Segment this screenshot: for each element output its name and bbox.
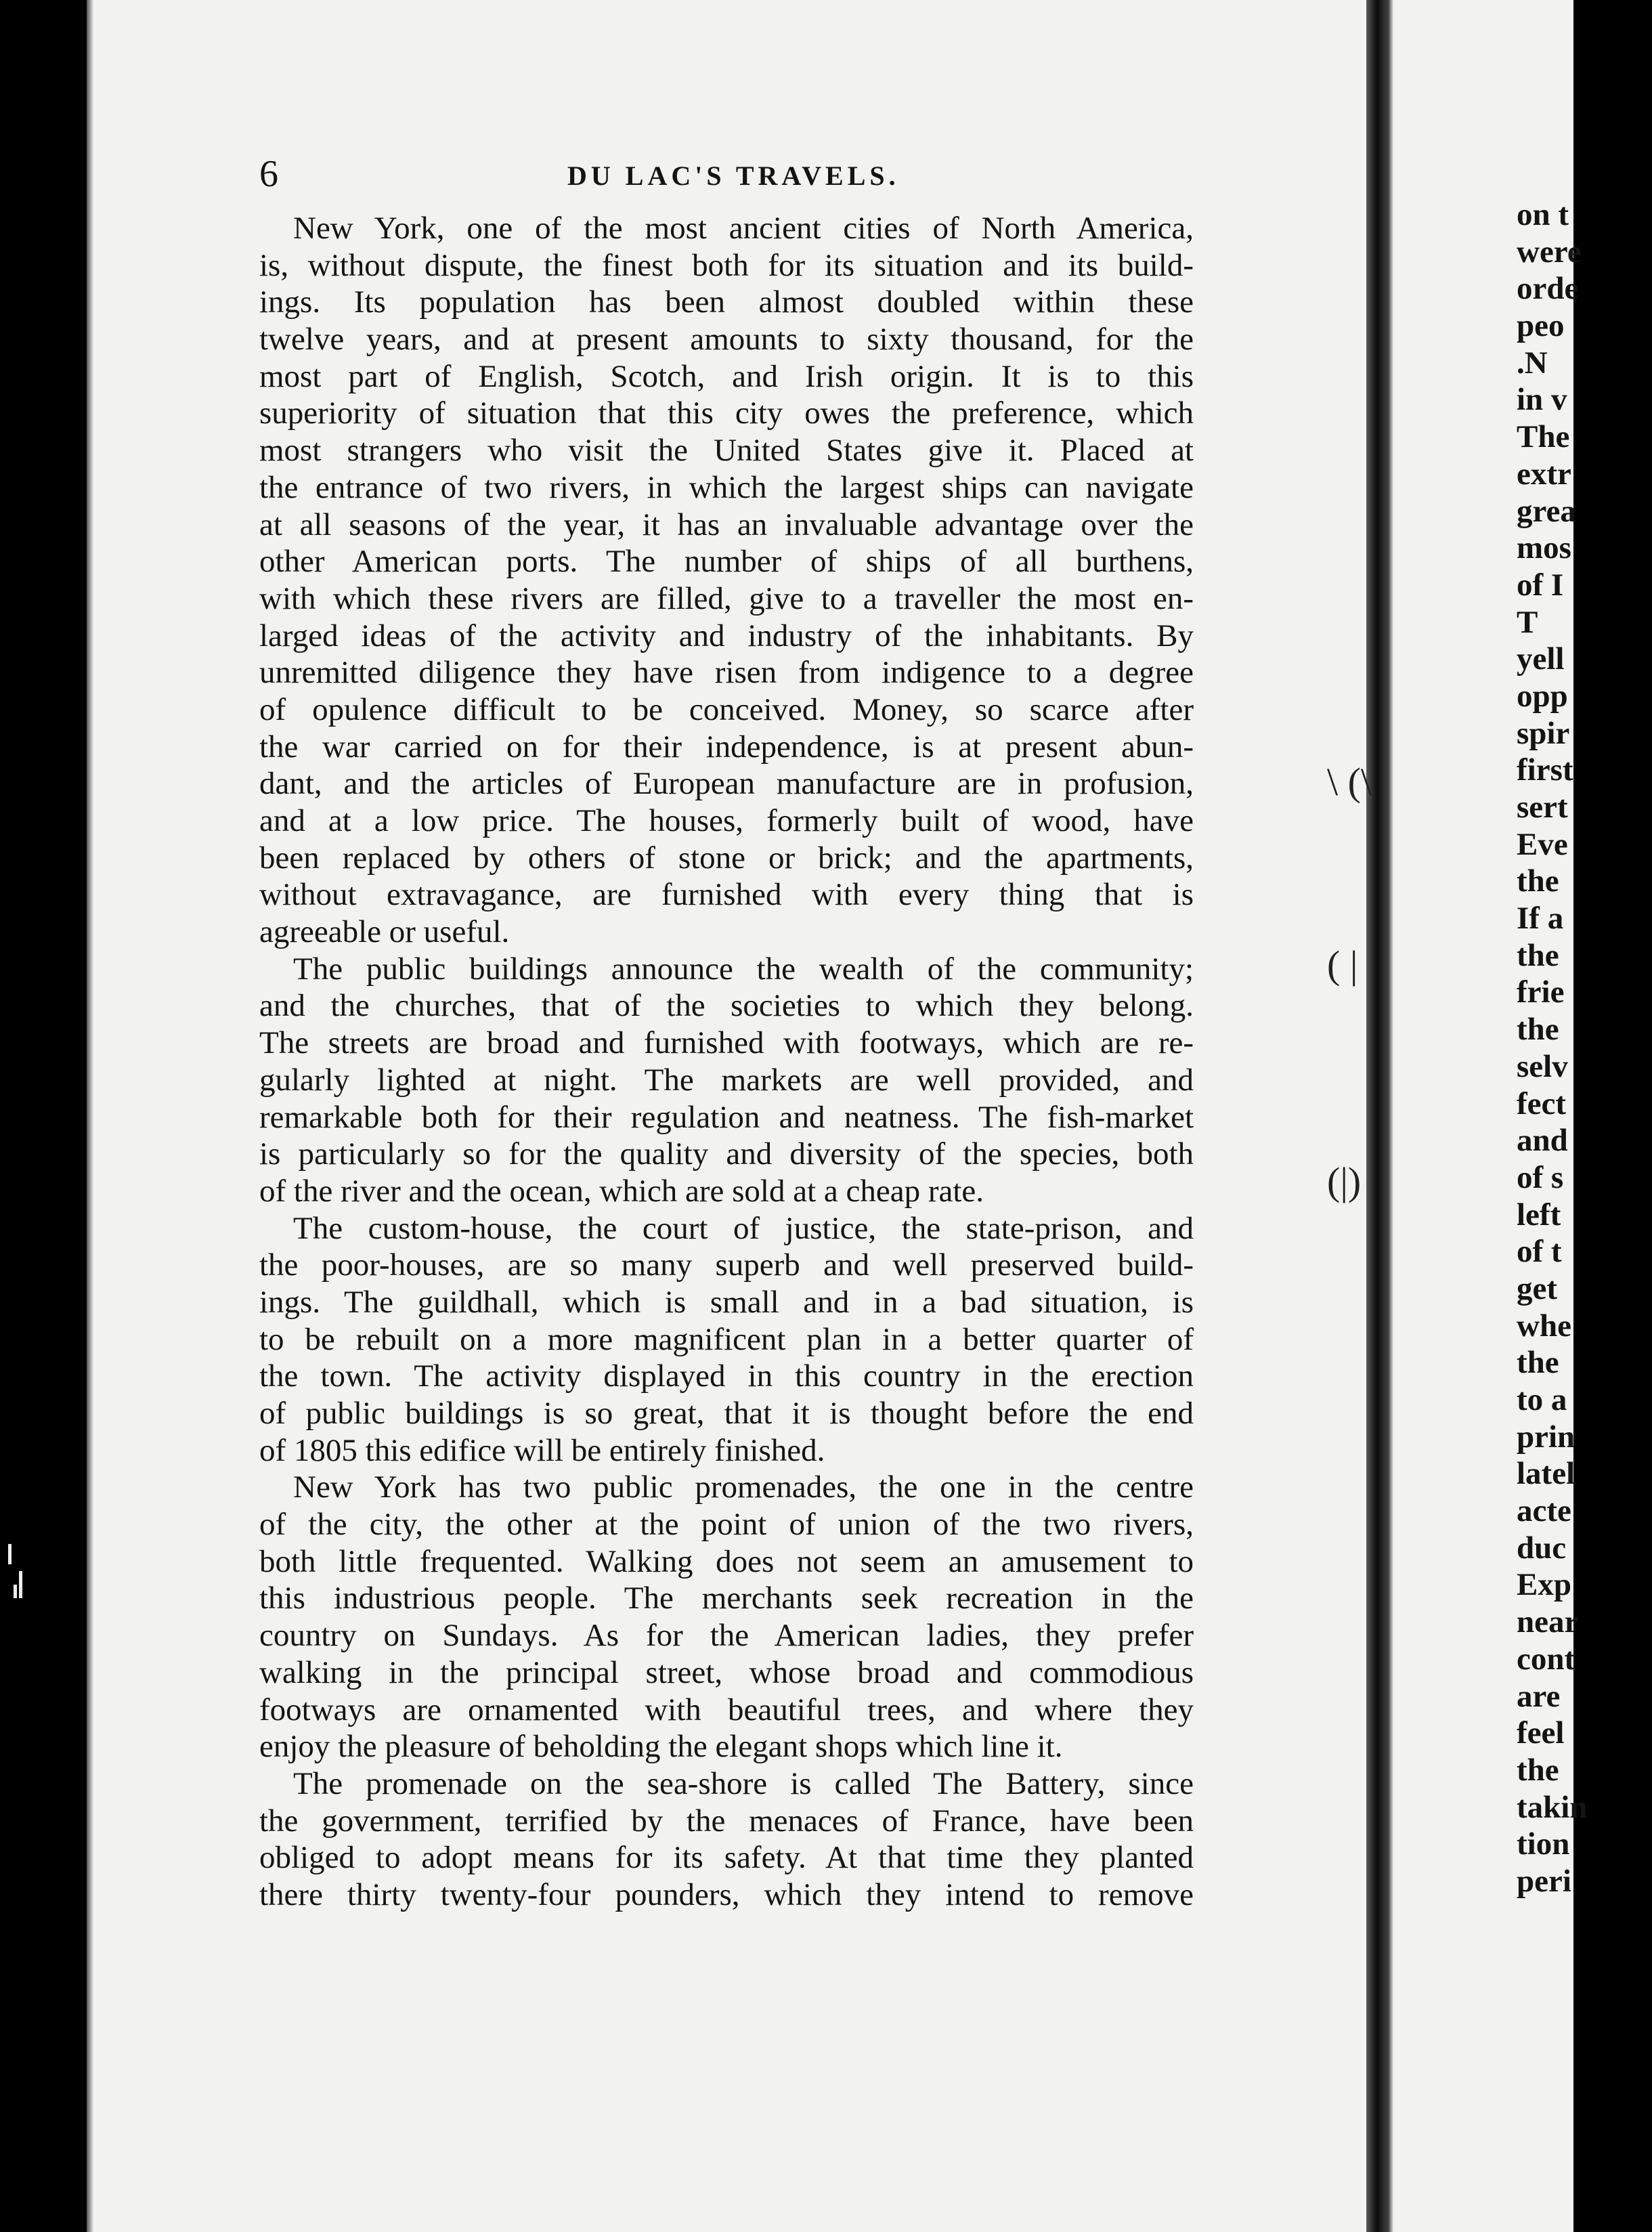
text-line: both little frequented. Walking does not seem an amusement to <box>259 1543 1194 1579</box>
facing-line: the <box>1517 863 1559 899</box>
facing-line: peo <box>1517 308 1565 344</box>
text-line: most part of English, Scotch, and Irish origin. It is to this <box>259 358 1194 394</box>
text-line: The public buildings announce the wealth of the community; <box>293 951 1194 987</box>
text-line: other American ports. The number of ships of all burthens, <box>259 544 1194 580</box>
text-line: this industrious people. The merchants seek recreation in the <box>259 1581 1194 1616</box>
text-line: been replaced by others of stone or brick; and the apartments, <box>259 840 1194 876</box>
facing-line: are <box>1517 1678 1561 1714</box>
facing-line: Exp <box>1517 1567 1571 1603</box>
facing-line: of t <box>1517 1234 1562 1270</box>
facing-line: yell <box>1517 641 1565 677</box>
text-line: most strangers who visit the United States give it. Placed at <box>259 433 1194 469</box>
facing-line: opp <box>1517 678 1568 714</box>
facing-line: of I <box>1517 567 1564 603</box>
text-line: the government, terrified by the menaces of France, have been <box>259 1803 1194 1839</box>
facing-line: frie <box>1517 974 1565 1010</box>
page-number: 6 <box>259 153 278 195</box>
gutter-mark: (|) <box>1327 1159 1362 1203</box>
facing-line: latel <box>1517 1456 1575 1492</box>
text-line: dant, and the articles of European manufacture are in profusion, <box>259 766 1194 802</box>
facing-line: The <box>1517 419 1570 455</box>
text-line: of public buildings is so great, that it is thought before the end <box>259 1396 1194 1431</box>
text-line: and the churches, that of the societies to which they belong. <box>259 988 1194 1024</box>
facing-line: on t <box>1517 197 1569 232</box>
edge-speckles <box>4 1544 38 1605</box>
text-line: footways are ornamented with beautiful trees, and where they <box>259 1692 1194 1727</box>
facing-line: spir <box>1517 715 1570 751</box>
text-line: ings. The guildhall, which is small and in a bad situation, is <box>259 1284 1194 1320</box>
text-line: the war carried on for their independence, is at present abun- <box>259 729 1194 765</box>
facing-line: T <box>1517 604 1538 640</box>
facing-line: peri <box>1517 1863 1571 1899</box>
facing-line: feel <box>1517 1715 1565 1751</box>
facing-line: left <box>1517 1197 1561 1232</box>
text-line: gularly lighted at night. The markets are well provided, and <box>259 1062 1194 1098</box>
facing-line: tion <box>1517 1826 1570 1862</box>
text-line: obliged to adopt means for its safety. At that time they planted <box>259 1840 1194 1876</box>
text-line: country on Sundays. As for the American ladies, they prefer <box>259 1618 1194 1654</box>
text-line: to be rebuilt on a more magnificent plan in a better quarter of <box>259 1321 1194 1357</box>
text-line: with which these rivers are filled, give to a traveller the most en- <box>259 580 1194 616</box>
text-line: of 1805 this edifice will be entirely finished. <box>259 1432 825 1468</box>
facing-line: grea <box>1517 493 1576 529</box>
text-line: The promenade on the sea-shore is called The Battery, since <box>293 1765 1194 1801</box>
text-line: is, without dispute, the finest both for its situation and its build- <box>259 247 1194 283</box>
text-line: The streets are broad and furnished with footways, which are re- <box>259 1025 1194 1061</box>
facing-line: the <box>1517 937 1559 973</box>
text-line: agreeable or useful. <box>259 914 510 950</box>
text-line: walking in the principal street, whose broad and commodious <box>259 1654 1194 1690</box>
facing-line: .N <box>1517 345 1548 381</box>
text-line: of the city, the other at the point of union of the two rivers, <box>259 1507 1194 1543</box>
facing-line: Eve <box>1517 826 1568 862</box>
page-header <box>259 150 1194 198</box>
text-line: there thirty twenty-four pounders, which they intend to remove <box>259 1876 1194 1912</box>
text-line: The custom-house, the court of justice, the state-prison, and <box>293 1210 1194 1246</box>
facing-line: near <box>1517 1604 1579 1640</box>
facing-line: get <box>1517 1270 1558 1306</box>
facing-line: the <box>1517 1752 1559 1788</box>
text-line: of opulence difficult to be conceived. Money, so scarce after <box>259 691 1194 727</box>
text-line: unremitted diligence they have risen from indigence to a degree <box>259 655 1194 691</box>
facing-line: first <box>1517 752 1573 788</box>
text-line: New York has two public promenades, the one in the centre <box>293 1469 1194 1505</box>
facing-line: takin <box>1517 1789 1588 1825</box>
text-line: of the river and the ocean, which are sold at a cheap rate. <box>259 1173 984 1209</box>
gutter-mark: ( | <box>1327 943 1358 987</box>
gutter-marks <box>1327 758 1374 1232</box>
text-line: without extravagance, are furnished with every thing that is <box>259 877 1194 913</box>
text-line: and at a low price. The houses, formerly built of wood, have <box>259 803 1194 838</box>
text-line: is particularly so for the quality and diversity of the species, both <box>259 1136 1194 1172</box>
facing-line: the <box>1517 1012 1559 1048</box>
text-line: the poor-houses, are so many superb and well preserved build- <box>259 1247 1194 1283</box>
text-line: at all seasons of the year, it has an invaluable advantage over the <box>259 507 1194 542</box>
facing-line: the <box>1517 1345 1559 1381</box>
text-line: twelve years, and at present amounts to sixty thousand, for the <box>259 322 1194 358</box>
text-line: the town. The activity displayed in this country in the erection <box>259 1358 1194 1394</box>
facing-line: If a <box>1517 901 1564 937</box>
facing-line: duc <box>1517 1530 1567 1566</box>
body-text <box>259 210 1194 1914</box>
text-line: enjoy the pleasure of beholding the elegant shops which line it. <box>259 1729 1063 1765</box>
facing-line: in v <box>1517 382 1567 418</box>
facing-line: orde <box>1517 271 1579 307</box>
facing-line: prin <box>1517 1419 1575 1455</box>
text-line: superiority of situation that this city owes the preference, which <box>259 395 1194 431</box>
facing-line: were <box>1517 234 1582 270</box>
text-line: the entrance of two rivers, in which the largest ships can navigate <box>259 469 1194 505</box>
text-line: New York, one of the most ancient cities of North America, <box>293 211 1194 246</box>
text-line: ings. Its population has been almost doubled within these <box>259 284 1194 320</box>
facing-line: mos <box>1517 530 1571 566</box>
facing-line: fect <box>1517 1086 1567 1121</box>
facing-line: acte <box>1517 1493 1571 1529</box>
text-line: remarkable both for their regulation and neatness. The fish-market <box>259 1099 1194 1135</box>
facing-line: extr <box>1517 456 1571 492</box>
facing-line: and <box>1517 1123 1568 1159</box>
facing-line: of s <box>1517 1159 1564 1195</box>
facing-page-text <box>1517 196 1652 1900</box>
facing-line: selv <box>1517 1048 1568 1084</box>
facing-line: sert <box>1517 790 1568 825</box>
facing-line: cont <box>1517 1641 1575 1677</box>
text-line: larged ideas of the activity and industry of the inhabitants. By <box>259 618 1194 653</box>
gutter-mark: \ (\ <box>1327 760 1372 804</box>
facing-line: to a <box>1517 1382 1567 1417</box>
facing-line: whe <box>1517 1308 1571 1344</box>
running-head: DU LAC'S TRAVELS. <box>567 160 900 191</box>
